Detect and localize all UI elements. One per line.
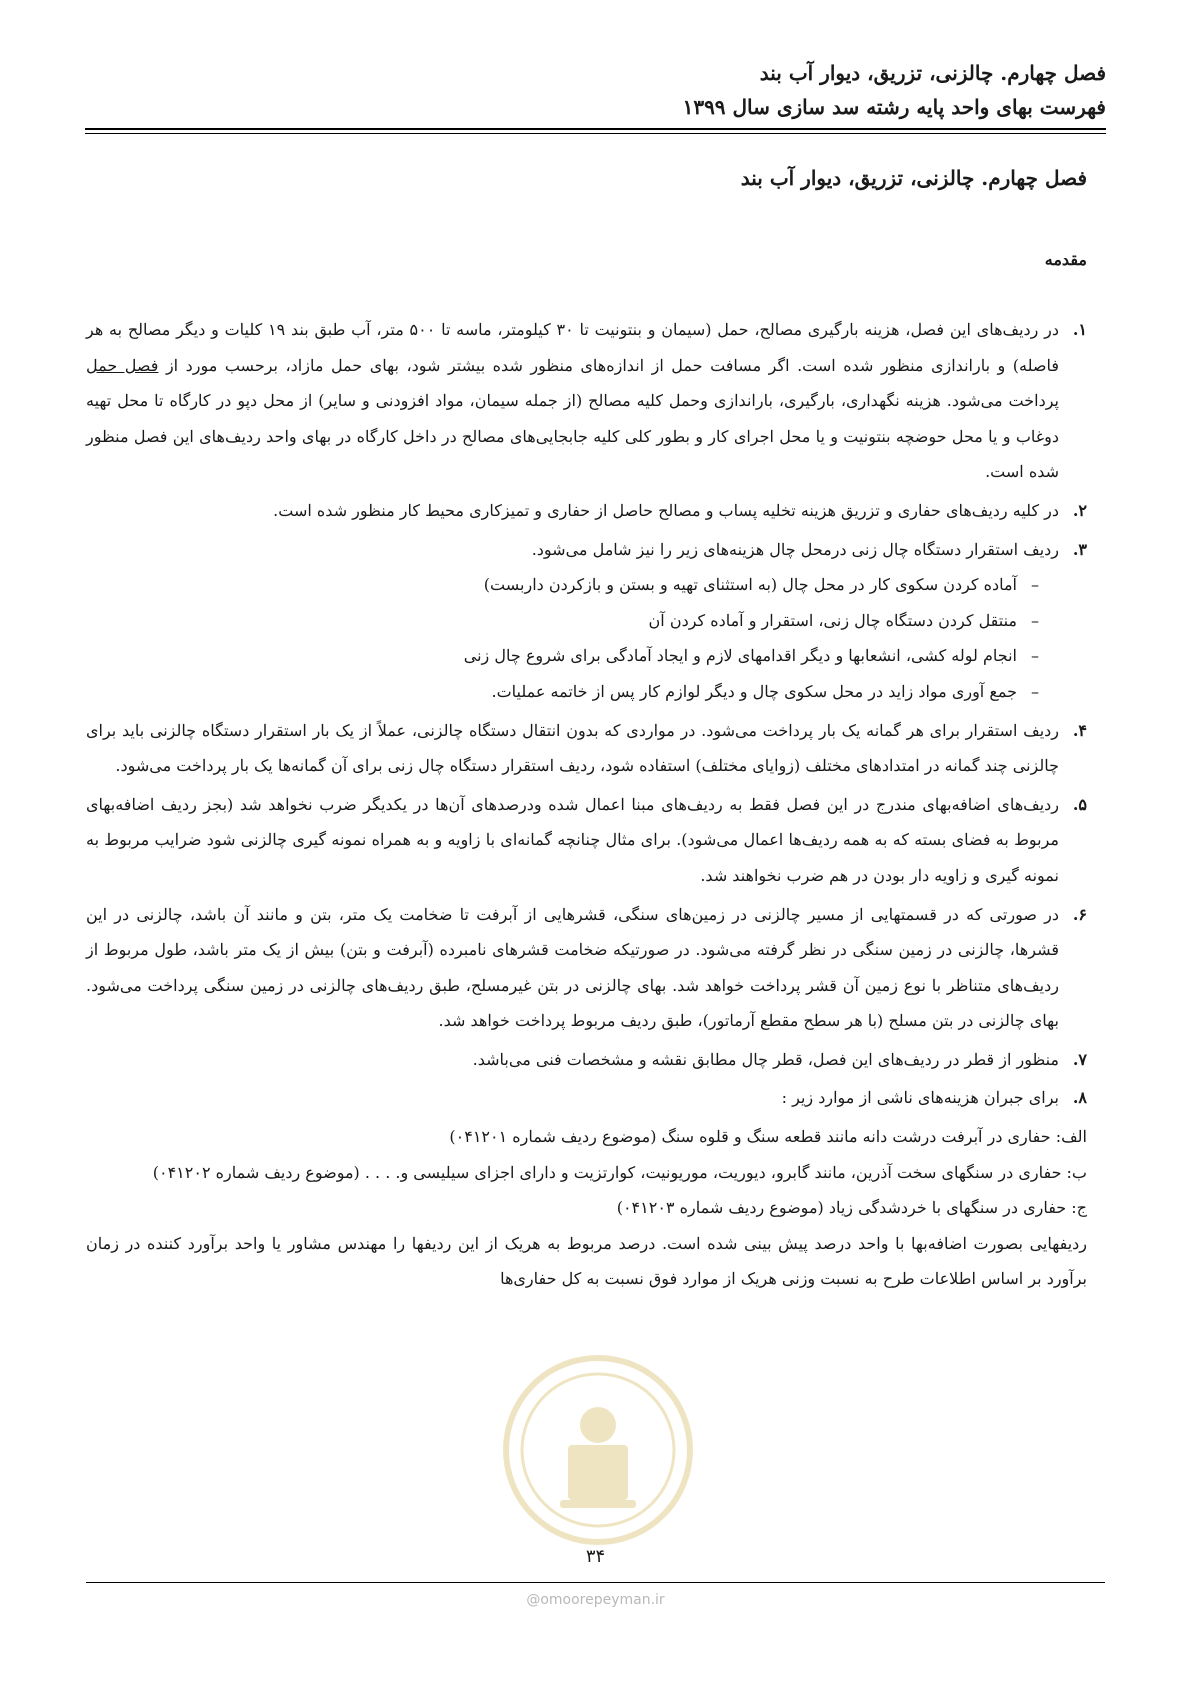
item-number: ۲. [1072, 500, 1087, 520]
sub-list-item: – منتقل کردن دستگاه چال زنی، استقرار و آماده کردن آن [648, 610, 1039, 630]
sub-list-item: – جمع آوری مواد زاید در محل سکوی چال و دیگر لوازم کار پس از خاتمه عملیات. [491, 681, 1039, 701]
item-number: ۳. [1072, 539, 1087, 559]
footer-rule [86, 1582, 1105, 1583]
header-rule-thick [85, 128, 1106, 130]
item-number: ۶. [1072, 904, 1087, 924]
case-b: ب: حفاری در سنگهای سخت آذرین، مانند گابرو، دیوریت، موریونیت، کوارتزیت و دارای اجزای سیلیسی و. . . . (موضوع ردیف شماره ۰۴۱۲۰۲) [152, 1162, 1087, 1182]
closing-paragraph: ردیفهایی بصورت اضافه‌بها با واحد درصد پیش بینی شده است. درصد مربوط به هریک از این ردیفها را مهندس مشاور یا واحد برآورد کننده در زمان برآورد بر اساس اطلاعات طرح به نسبت وزنی هریک از موارد فوق نسبت به کل حفاری‌ها [86, 1233, 1088, 1289]
list-item-3 [86, 532, 1087, 710]
chapter-title: فصل چهارم. چالزنی، تزریق، دیوار آب بند [740, 166, 1087, 190]
case-c: ج: حفاری در سنگهای با خردشدگی زیاد (موضوع ردیف شماره ۰۴۱۲۰۳) [616, 1198, 1087, 1218]
item-text: برای جبران هزینه‌های ناشی از موارد زیر : [781, 1088, 1059, 1108]
item-number: ۵. [1072, 794, 1087, 814]
item-number: ۴. [1072, 720, 1087, 740]
list-item-2 [86, 493, 1087, 529]
item-text: در ردیف‌های این فصل، هزینه بارگیری مصالح، حمل (سیمان و بنتونیت تا ۳۰ کیلومتر، ماسه تا ۵۰۰ متر، آب طبق بند ۱۹ کلیات و دیگر مصالح به هر فاصله) و باراندازی منظور شده است. اگر مسافت حمل از اندازه‌های منظور شده بیشتر شود، بهای حمل مازاد، برحسب مورد از فصل حمل پرداخت می‌شود. هزینه نگهداری، بارگیری، باراندازی وحمل کلیه مصالح (از جمله سیمان، مواد افزودنی و سایر) از محل دپو در کارگاه تا محل تهیه دوغاب و یا محل حوضچه بنتونیت و یا محل اجرای کار و بطور کلی کلیه جابجایی‌های مصالح در داخل کارگاه در بهای واحد ردیف‌های این فصل منظور شده است. [86, 320, 1060, 482]
document-body [86, 312, 1087, 1297]
item-text: ردیف استقرار دستگاه چال زنی درمحل چال هزینه‌های زیر را نیز شامل می‌شود. – آماده کردن سکوی کار در محل چال (به استثنای تهیه و بستن و بازکردن داربست) – منتقل کردن دستگاه چال زنی، استقرار و آماده کردن آن – انجام لوله کشی، انشعابها و دیگر اقدامهای لازم و ایجاد آمادگی برای شروع چال زنی – جمع آوری مواد زاید در محل سکوی چال و دیگر لوازم کار پس از خاتمه عملیات. [86, 532, 1059, 710]
page-number: ۳۴ [585, 1546, 606, 1567]
list-item-4 [86, 713, 1087, 784]
watermark-seal-icon [498, 1350, 698, 1550]
item-number: ۱. [1072, 320, 1087, 339]
running-header [88, 56, 1106, 124]
sub-list [86, 567, 1059, 709]
item-text: ردیف‌های اضافه‌بهای مندرج در این فصل فقط به ردیف‌های مبنا اعمال شده ودرصدهای آن‌ها در یکدیگر ضرب نخواهد شد (بجز ردیف اضافه‌بهای مربوط به فضای بسته که به همه ردیف‌ها اعمال می‌شود). برای مثال چنانچه گمانه‌ای با زاویه و به همراه نمونه گیری چالزنی شود ضرایب مربوط به نمونه گیری و زاویه دار بودن در هم ضرب نخواهند شد. [86, 794, 1059, 885]
item-text: در کلیه ردیف‌های حفاری و تزریق هزینه تخلیه پساب و مصالح حاصل از حفاری و تمیزکاری محیط کار منظور شده است. [273, 500, 1059, 520]
item-number: ۷. [1072, 1049, 1087, 1069]
sub-list-item: – آماده کردن سکوی کار در محل چال (به استثنای تهیه و بستن و بازکردن داربست) [483, 575, 1039, 595]
intro-heading: مقدمه [1044, 250, 1087, 269]
list-item-8 [86, 1080, 1087, 1116]
header-rule-thin [85, 133, 1106, 134]
item-text: در صورتی که در قسمتهایی از مسیر چالزنی در زمین‌های سنگی، قشرهایی از آبرفت تا ضخامت یک متر، بتن و مانند آن باشد، چالزنی در این قشرها، چالزنی در زمین سنگی در نظر گرفته می‌شود. در صورتیکه ضخامت قشرهای نامبرده (آبرفت و بتن) بیش از یک متر باشد، طول مربوط از ردیف‌های متناظر با نوع زمین آن قشر پرداخت خواهد شد. بهای چالزنی در بتن غیرمسلح، طبق ردیف‌های چالزنی در زمین سنگی پرداخت می‌شود. بهای چالزنی در بتن مسلح (با هر سطح مقطع آرماتور)، طبق ردیف مربوط پرداخت خواهد شد. [86, 904, 1059, 1031]
header-chapter-line: فصل چهارم. چالزنی، تزریق، دیوار آب بند [759, 61, 1106, 85]
item-number: ۸. [1072, 1088, 1087, 1108]
header-book-line: فهرست بهای واحد پایه رشته سد سازی سال ۱۳۹۹ [682, 95, 1106, 119]
list-item-5 [86, 787, 1087, 894]
list-item-1 [86, 312, 1087, 490]
list-item-7 [86, 1042, 1087, 1078]
list-item-6 [86, 897, 1087, 1039]
chapter-link[interactable]: فصل حمل [86, 355, 159, 375]
item-text: منظور از قطر در ردیف‌های این فصل، قطر چال مطابق نقشه و مشخصات فنی می‌باشد. [472, 1049, 1059, 1069]
watermark-url: @omoorepeyman.ir [526, 1592, 665, 1608]
case-a: الف: حفاری در آبرفت درشت دانه مانند قطعه سنگ و قلوه سنگ (موضوع ردیف شماره ۰۴۱۲۰۱) [449, 1127, 1087, 1147]
sub-list-item: – انجام لوله کشی، انشعابها و دیگر اقدامهای لازم و ایجاد آمادگی برای شروع چال زنی [463, 646, 1039, 666]
item-text: ردیف استقرار برای هر گمانه یک بار پرداخت می‌شود. در مواردی که بدون انتقال دستگاه چالزنی، عملاً از یک بار استقرار دستگاه چالزنی باید برای چالزنی چند گمانه در امتدادهای مختلف (زوایای مختلف) استفاده شود، ردیف استقرار دستگاه چال زنی برای آن گمانه‌ها یک بار پرداخت می‌شود. [86, 720, 1059, 776]
